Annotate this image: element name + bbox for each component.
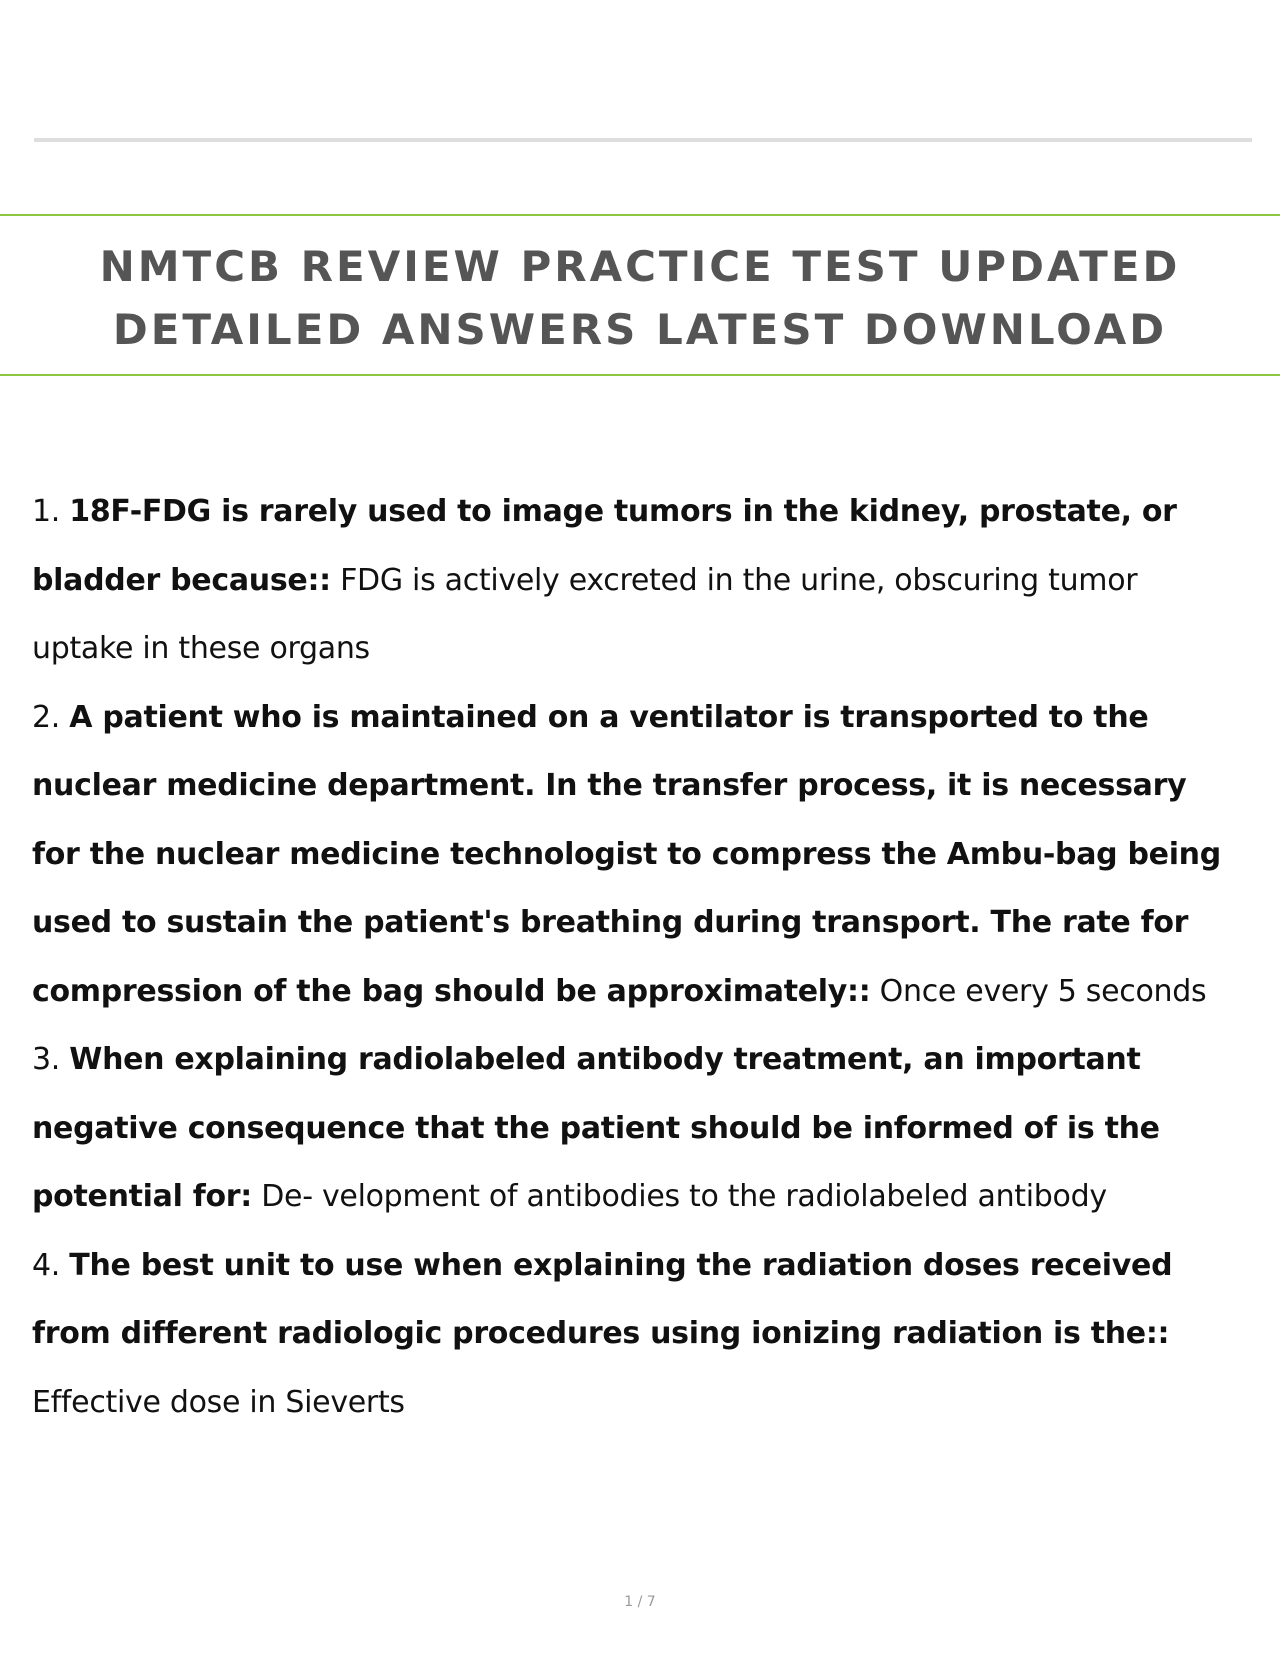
answer-text: Effective dose in Sieverts <box>32 1384 405 1420</box>
question-number: 3. <box>32 1042 61 1077</box>
question-item <box>32 1232 1240 1438</box>
answer-text: FDG is actively excreted in the urine, obscuring tumor uptake in these organs <box>32 562 1138 666</box>
title-bottom-rule <box>0 374 1280 376</box>
header-divider <box>34 138 1252 142</box>
question-item <box>32 1026 1240 1232</box>
question-item <box>32 478 1240 684</box>
question-text: The best unit to use when explaining the radiation doses received from different radiologic procedures using ionizing radiation is the:: <box>32 1247 1173 1351</box>
question-text: When explaining radiolabeled antibody treatment, an important negative consequence that the patient should be informed of is the potential for: <box>32 1042 1160 1214</box>
question-number: 2. <box>32 699 61 735</box>
question-item <box>32 684 1240 1027</box>
question-number: 4. <box>32 1247 61 1283</box>
answer-text: Once every 5 seconds <box>879 973 1207 1009</box>
question-list <box>32 478 1240 1437</box>
title-line-2: DETAILED ANSWERS LATEST DOWNLOAD <box>112 305 1168 354</box>
document-title <box>0 235 1280 361</box>
question-text: 18F-FDG is rarely used to image tumors in the kidney, prostate, or bladder because:: <box>32 494 1177 598</box>
answer-text: De- velopment of antibodies to the radiolabeled antibody <box>261 1179 1107 1214</box>
page-number: 1 / 7 <box>624 1594 656 1610</box>
title-top-rule <box>0 214 1280 216</box>
question-number: 1. <box>32 494 61 529</box>
title-line-1: NMTCB REVIEW PRACTICE TEST UPDATED <box>99 242 1181 291</box>
question-text: A patient who is maintained on a ventilator is transported to the nuclear medicine department. In the transfer process, it is necessary for the nuclear medicine technologist to compress the Ambu-bag being used to sustain the patient's breathing during transport. The rate for compression of the bag should be approximately:: <box>32 699 1221 1009</box>
